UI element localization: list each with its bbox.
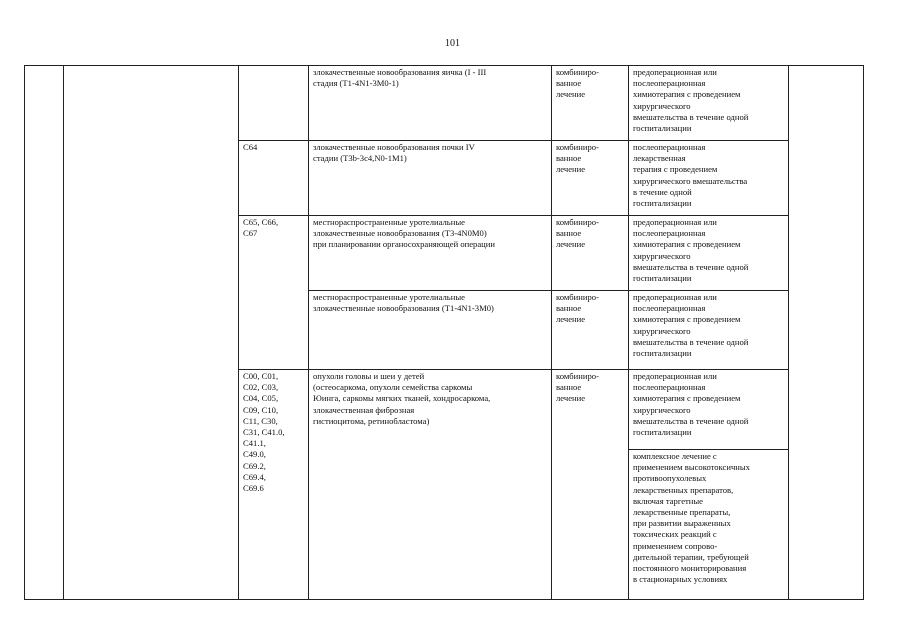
diagnosis-cell: местнораспространенные уротелиальные злокачественные новообразования (T3-4N0M0) при планировании органосохраняющей операции xyxy=(309,216,552,291)
row-number-cell xyxy=(25,66,64,600)
treatment-method-cell: предоперационная или послеоперационная химиотерапия с проведением хирургического вмешательства в течение одной госпитализации xyxy=(629,66,789,141)
care-type-cell xyxy=(64,66,239,600)
icd-code-cell: C65, C66, C67 xyxy=(239,216,309,370)
icd-code-cell: C00, C01, C02, C03, C04, C05, C09, C10, C11, C30, C31, C41.0, C41.1, C49.0, C69.2, C69.4, C69.6 xyxy=(239,370,309,600)
treatment-type-cell: комбиниро- ванное лечение xyxy=(552,141,629,216)
treatment-type-cell: комбиниро- ванное лечение xyxy=(552,66,629,141)
treatment-method-cell: предоперационная или послеоперационная химиотерапия с проведением хирургического вмешательства в течение одной госпитализации xyxy=(629,291,789,370)
care-methods-table xyxy=(24,65,864,600)
treatment-method-cell: послеоперационная лекарственная терапия с проведением хирургического вмешательства в течение одной госпитализации xyxy=(629,141,789,216)
diagnosis-cell: опухоли головы и шеи у детей (остеосаркома, опухоли семейства саркомы Юинга, саркомы мягких тканей, хондросаркома, злокачественная фиброзная гистиоцитома, ретинобластома) xyxy=(309,370,552,600)
treatment-type-cell: комбиниро- ванное лечение xyxy=(552,216,629,291)
treatment-type-cell: комбиниро- ванное лечение xyxy=(552,370,629,600)
treatment-method-cell: комплексное лечение с применением высокотоксичных противоопухолевых лекарственных препаратов, включая таргетные лекарственные препараты, при развитии выраженных токсических реакций с применением сопрово- дительной терапии, требующей постоянного мониторирования в стационарных условиях xyxy=(629,450,789,600)
treatment-type-cell: комбиниро- ванное лечение xyxy=(552,291,629,370)
page-number: 101 xyxy=(445,38,460,49)
icd-code-cell xyxy=(239,66,309,141)
norm-cost-cell xyxy=(789,66,864,600)
diagnosis-cell: злокачественные новообразования почки IV стадии (T3b-3c4,N0-1M1) xyxy=(309,141,552,216)
treatment-method-cell: предоперационная или послеоперационная химиотерапия с проведением хирургического вмешательства в течение одной госпитализации xyxy=(629,216,789,291)
diagnosis-cell: местнораспространенные уротелиальные злокачественные новообразования (T1-4N1-3M0) xyxy=(309,291,552,370)
table-row xyxy=(25,66,864,141)
icd-code-cell: C64 xyxy=(239,141,309,216)
diagnosis-cell: злокачественные новообразования яичка (I - III стадия (T1-4N1-3M0-1) xyxy=(309,66,552,141)
treatment-method-cell: предоперационная или послеоперационная химиотерапия с проведением хирургического вмешательства в течение одной госпитализации xyxy=(629,370,789,450)
